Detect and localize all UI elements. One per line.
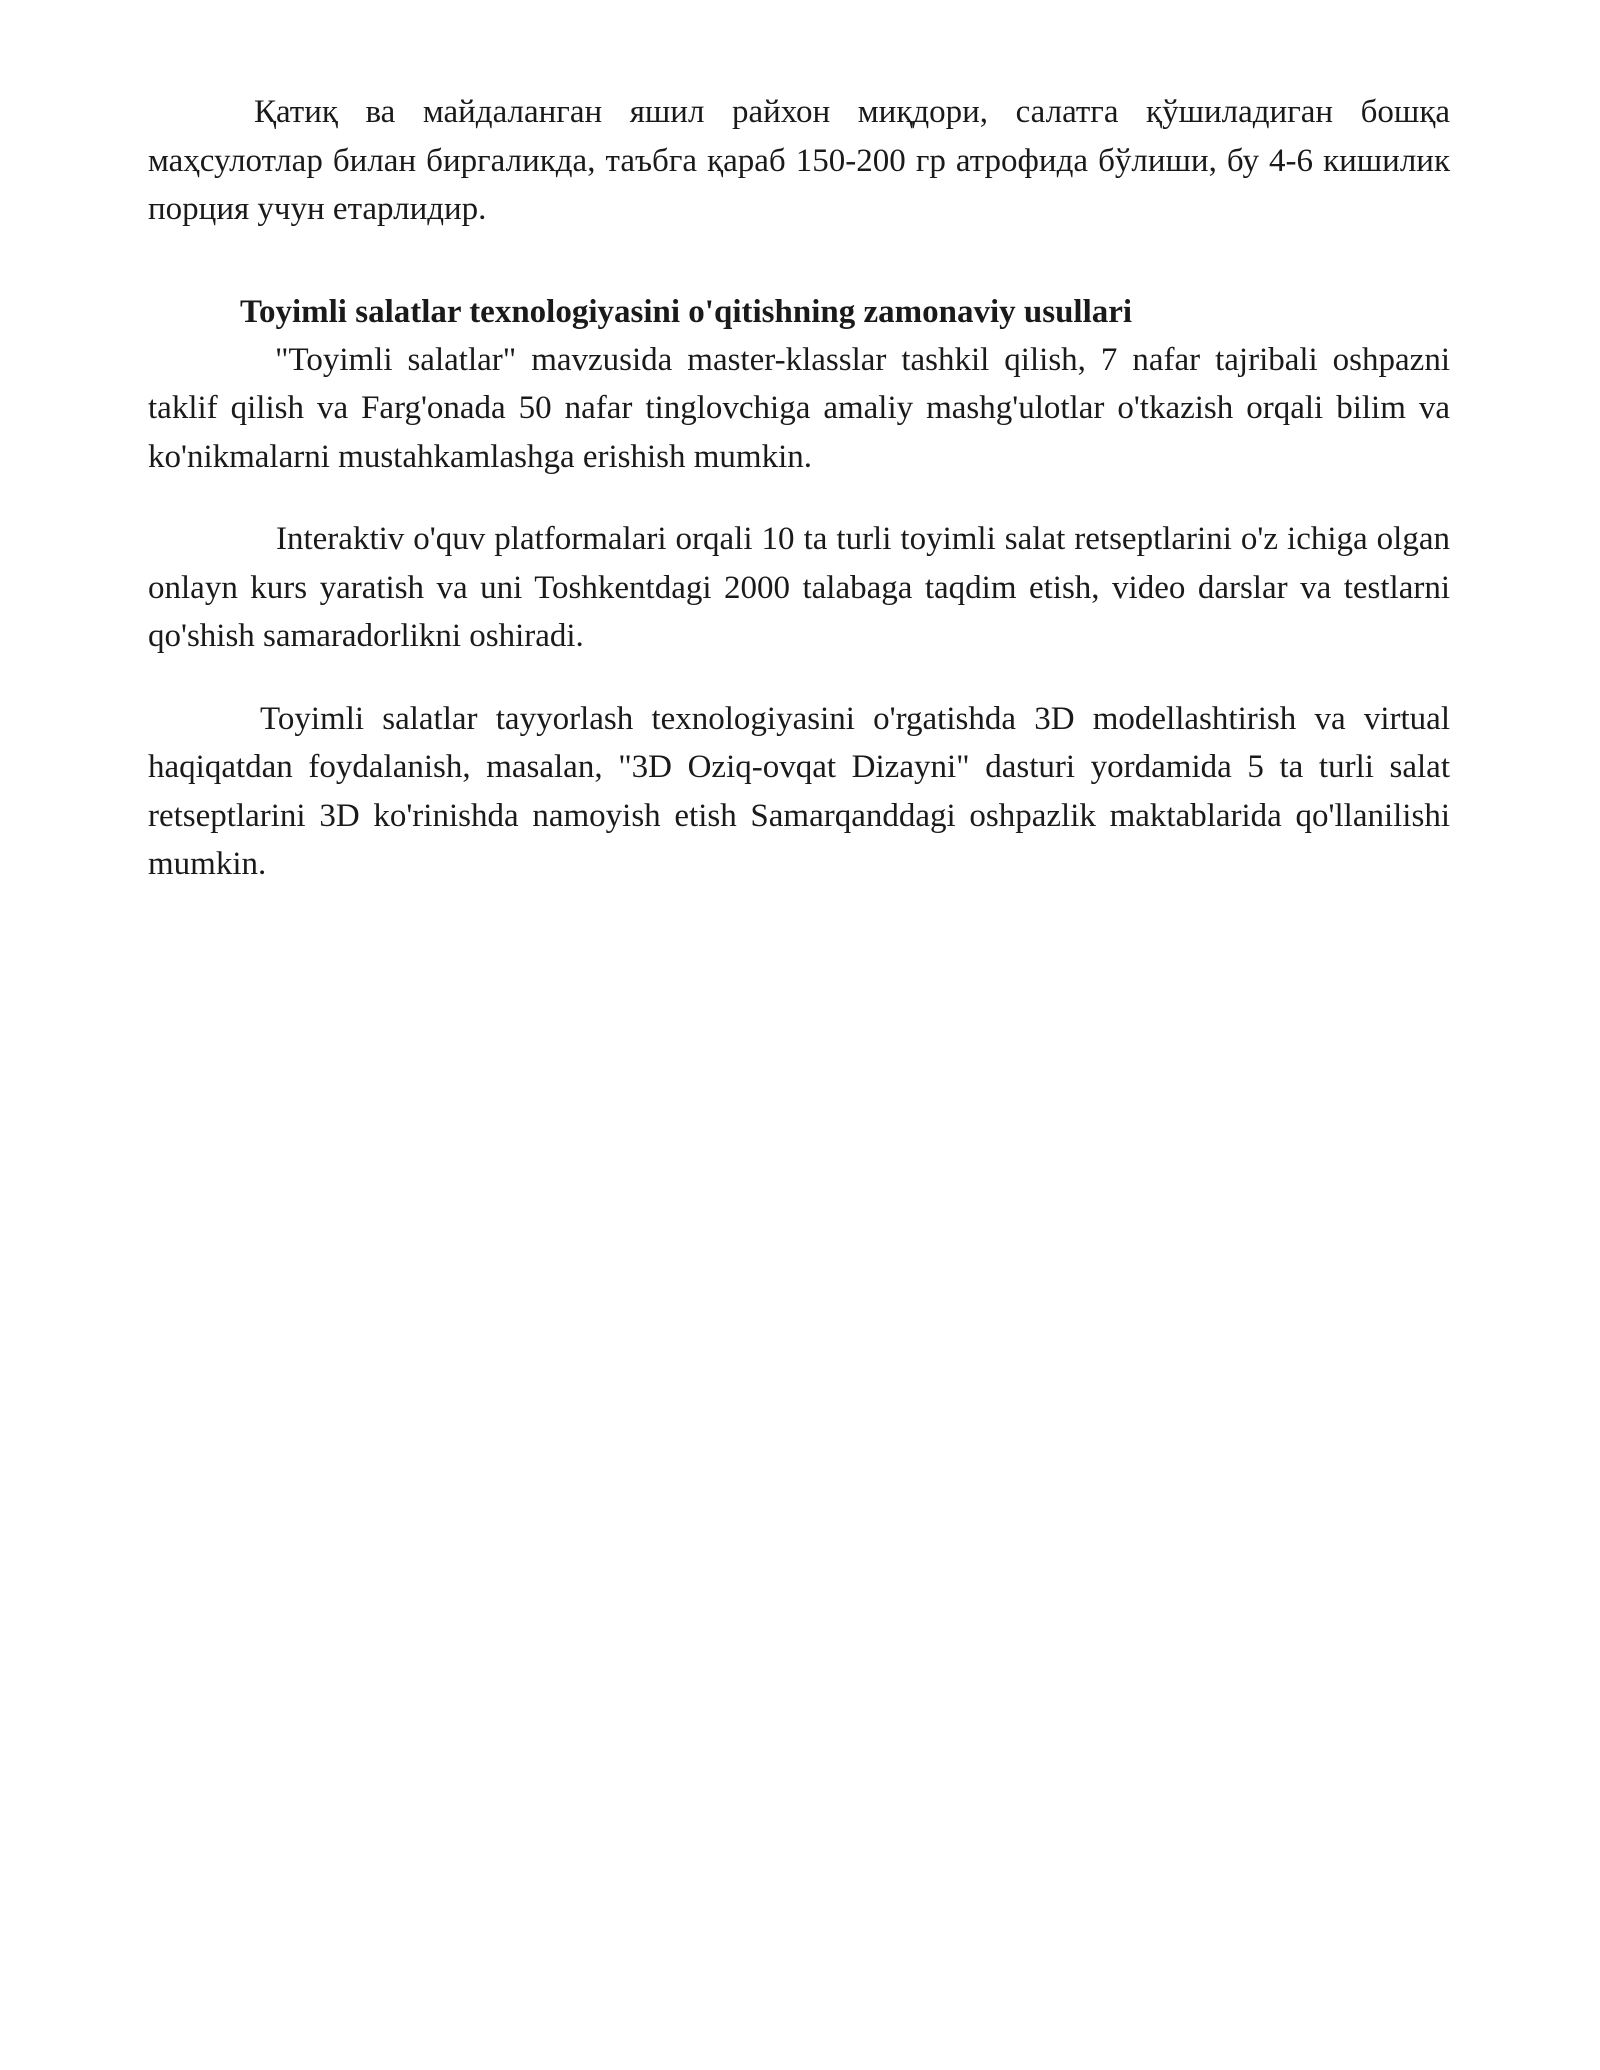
paragraph-master-classes bbox=[148, 336, 1450, 482]
paragraph-yogurt-basil bbox=[148, 88, 1450, 234]
paragraph-text: "Toyimli salatlar" mavzusida master-klasslar tashkil qilish, 7 nafar tajribali oshpazni taklif qilish va Farg'onada 50 nafar tinglovchiga amaliy mashg'ulotlar o'tkazish orqali bilim va ko'nikmalarni mustahkamlashga erishish mumkin. bbox=[148, 341, 1450, 475]
paragraph-text: Қатиқ ва майдаланган яшил райхон миқдори, салатга қўшиладиган бошқа маҳсулотлар билан биргаликда, таъбга қараб 150-200 гр атрофида бўлиши, бу 4-6 кишилик порция учун етарлидир. bbox=[148, 94, 1450, 227]
document-body bbox=[148, 88, 1450, 889]
section-heading: Toyimli salatlar texnologiyasini o'qitishning zamonaviy usullari bbox=[240, 293, 1133, 330]
paragraph-text: Toyimli salatlar tayyorlash texnologiyasini o'rgatishda 3D modellashtirish va virtual haqiqatdan foydalanish, masalan, "3D Oziq-ovqat Dizayni" dasturi yordamida 5 ta turli salat retseptlarini 3D ko'rinishda namoyish etish Samarqanddagi oshpazlik maktablarida qo'llanilishi mumkin. bbox=[148, 700, 1450, 882]
paragraph-online-course bbox=[148, 515, 1450, 661]
paragraph-3d-modeling bbox=[148, 695, 1450, 889]
paragraph-text: Interaktiv o'quv platformalari orqali 10 ta turli toyimli salat retseptlarini o'z ichiga olgan onlayn kurs yaratish va uni Toshkentdagi 2000 talabaga taqdim etish, video darslar va testlarni qo'shish samaradorlikni oshiradi. bbox=[148, 521, 1450, 654]
